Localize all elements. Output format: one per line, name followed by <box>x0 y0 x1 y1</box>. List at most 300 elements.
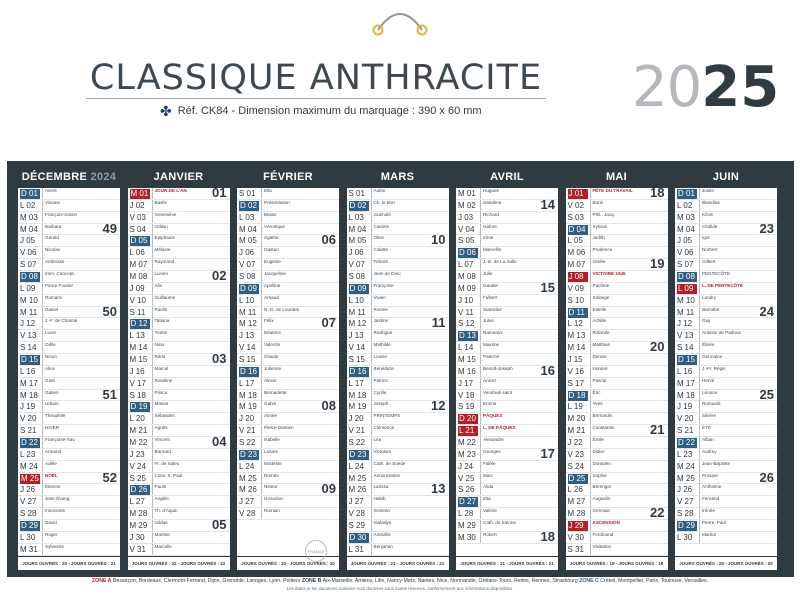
saint-name: Cyrille <box>371 390 447 401</box>
day-row <box>456 390 558 402</box>
day-row <box>18 366 120 378</box>
week-number: 14 <box>540 196 555 212</box>
day-row <box>675 303 777 319</box>
day-date: M 03 <box>677 212 695 222</box>
saint-name: Georges <box>480 449 556 460</box>
saint-name: Étienne <box>42 484 118 495</box>
day-date: J 06 <box>239 248 255 258</box>
day-row <box>456 473 558 485</box>
day-row <box>347 413 449 425</box>
day-row <box>566 235 668 247</box>
day-row <box>566 473 668 485</box>
day-row <box>128 247 230 259</box>
saint-name: Raymond <box>152 259 228 270</box>
day-date: L 13 <box>129 331 145 341</box>
year-bold-digits: 25 <box>701 55 780 120</box>
saint-name: Guénolé <box>371 212 447 223</box>
saint-name: JOUR DE L'AN <box>152 188 228 199</box>
day-date: M 19 <box>348 402 367 412</box>
saint-name: Léa <box>371 437 447 448</box>
day-row <box>456 508 558 520</box>
day-date: L 05 <box>567 236 583 246</box>
saint-name: Benjamin <box>371 544 447 555</box>
day-date: M 30 <box>458 532 476 542</box>
saint-name: Tatiana <box>152 318 228 329</box>
saint-name: Jean de Dieu <box>371 271 447 282</box>
saint-name: Blandine <box>699 200 775 211</box>
day-date: D 16 <box>349 367 369 377</box>
day-row <box>128 484 230 496</box>
day-row <box>456 445 558 461</box>
saint-name: Claude <box>261 354 337 365</box>
day-date: L 02 <box>20 200 36 210</box>
day-date: D 15 <box>677 355 697 365</box>
day-date: V 02 <box>567 200 584 210</box>
week-number: 16 <box>540 362 555 378</box>
saint-name: Phil., Jacq. <box>590 212 666 223</box>
day-row <box>566 366 668 378</box>
saint-name: Roger <box>42 532 118 543</box>
month-column <box>128 166 230 570</box>
saint-name: Gatien <box>42 390 118 401</box>
day-date: J 15 <box>567 355 583 365</box>
day-row <box>456 279 558 295</box>
saint-name: Alida <box>480 484 556 495</box>
day-date: S 26 <box>458 485 475 495</box>
saint-name: Ella <box>261 188 337 199</box>
day-date: L 03 <box>239 212 255 222</box>
saint-name: Paule <box>152 484 228 495</box>
day-date: L 20 <box>129 414 145 424</box>
month-name-text: FÉVRIER <box>263 171 313 183</box>
day-row <box>347 315 449 331</box>
day-date: M 18 <box>20 390 38 400</box>
day-date: M 14 <box>129 343 148 353</box>
day-date: S 10 <box>567 295 584 305</box>
week-number: 51 <box>102 386 117 402</box>
week-number: 19 <box>650 256 665 272</box>
day-row <box>456 378 558 390</box>
day-date: V 17 <box>129 378 146 388</box>
saint-name: Alexis <box>261 378 337 389</box>
saint-name: Épiphanie <box>152 235 228 246</box>
saint-name: Annonciation <box>371 473 447 484</box>
saint-name: Agathe <box>261 235 337 246</box>
day-row <box>18 520 120 532</box>
saint-name: Gildas <box>152 520 228 531</box>
day-row <box>128 532 230 544</box>
saint-name: Justine <box>371 318 447 329</box>
saint-name: Sylvain <box>590 224 666 235</box>
day-row <box>456 413 558 425</box>
day-date: D 05 <box>130 236 150 246</box>
day-row <box>675 532 777 544</box>
day-date: S 25 <box>129 473 146 483</box>
day-date: D 09 <box>349 284 369 294</box>
calendar-title: CLASSIQUE ANTHRACITE <box>89 58 543 98</box>
day-date: S 31 <box>567 544 584 554</box>
saint-name: Germaine <box>699 354 775 365</box>
day-row <box>456 401 558 413</box>
day-row <box>18 318 120 330</box>
day-row <box>566 295 668 307</box>
day-row <box>456 212 558 224</box>
week-number: 24 <box>759 303 774 319</box>
day-row <box>18 259 120 271</box>
day-row <box>566 318 668 330</box>
day-date: S 05 <box>458 236 475 246</box>
day-row <box>566 505 668 521</box>
day-date: L 24 <box>348 461 364 471</box>
day-date: D 27 <box>458 497 478 507</box>
day-row <box>128 496 230 508</box>
saint-name: Marc <box>480 473 556 484</box>
day-date: V 28 <box>348 509 365 519</box>
legend-note: Les dates et les vacances scolaires sont données sous toutes réserves, conformément aux informations disponibles. <box>286 586 514 591</box>
day-row <box>347 496 449 508</box>
day-date: L 10 <box>348 295 364 305</box>
day-row <box>237 449 339 461</box>
saint-name: Visitation <box>590 544 666 555</box>
day-date: M 06 <box>567 248 586 258</box>
day-row <box>237 398 339 414</box>
saint-name: Guillaume <box>152 295 228 306</box>
day-row <box>566 520 668 532</box>
day-date: L 17 <box>239 378 255 388</box>
day-date: J 29 <box>568 521 588 531</box>
saint-name: Bérenger <box>590 484 666 495</box>
saint-name: PENTECÔTE <box>699 271 775 282</box>
saint-name: HIVER <box>42 425 118 436</box>
day-row <box>128 351 230 367</box>
day-date: S 03 <box>567 212 584 222</box>
saint-name: Anicet <box>480 378 556 389</box>
zone-b-cities: Aix-Marseille, Amiens, Lille, Nancy-Metz, Nantes, Nice, Normandie, Orléans-Tours, Reims, Rennes, Strasbourg <box>322 578 578 584</box>
saint-name: Estelle <box>590 307 666 318</box>
saint-name: Th. d'Aquin <box>152 508 228 519</box>
day-date: V 20 <box>677 414 694 424</box>
day-date: D 20 <box>458 414 478 424</box>
saint-name: Marcelle <box>152 544 228 555</box>
day-date: D 01 <box>677 189 697 199</box>
day-date: J 20 <box>348 414 364 424</box>
day-row <box>128 268 230 284</box>
day-date: V 27 <box>20 497 37 507</box>
saint-name: Audrey <box>699 449 775 460</box>
day-row <box>347 437 449 449</box>
week-number: 17 <box>540 445 555 461</box>
saint-name: L. DE PÂQUES <box>480 425 556 436</box>
day-date: S 14 <box>677 343 694 353</box>
day-row <box>128 517 230 533</box>
day-date: S 01 <box>239 189 256 198</box>
day-row <box>128 224 230 236</box>
day-row <box>128 295 230 307</box>
reference-text: Réf. CK84 - Dimension maximum du marquage : 390 x 60 mm <box>177 105 482 117</box>
day-date: J 03 <box>458 212 474 222</box>
saint-name: Jules <box>480 318 556 329</box>
day-row <box>456 362 558 378</box>
day-date: V 13 <box>677 331 694 341</box>
day-date: M 19 <box>239 402 257 412</box>
day-row <box>347 259 449 271</box>
saint-name: Valentin <box>261 342 337 353</box>
day-date: M 28 <box>567 509 586 519</box>
day-date: M 22 <box>129 438 148 448</box>
day-date: M 04 <box>348 224 367 234</box>
saint-name: Jacqueline <box>261 271 337 282</box>
day-date: D 22 <box>20 438 40 448</box>
day-date: L 16 <box>20 366 36 376</box>
saint-name: Théophile <box>42 413 118 424</box>
saint-name: Igor <box>699 235 775 246</box>
saint-name: Cath. de Sienne <box>480 520 556 531</box>
saint-name: Daniel <box>42 307 118 318</box>
day-date: J 16 <box>129 366 145 376</box>
day-date: D 12 <box>130 319 150 329</box>
saint-name: Modeste <box>261 461 337 472</box>
day-date: J 20 <box>239 414 255 424</box>
week-number: 06 <box>321 232 336 248</box>
day-row <box>18 532 120 544</box>
day-date: D 08 <box>20 272 40 282</box>
saint-name: Larissa <box>371 484 447 495</box>
month-column <box>237 166 339 570</box>
day-row <box>18 425 120 437</box>
saint-name: Clémence <box>371 425 447 436</box>
month-column <box>18 166 120 570</box>
saint-name: Fidèle <box>480 461 556 472</box>
week-number: 22 <box>650 505 665 521</box>
day-row <box>237 283 339 295</box>
day-date: V 25 <box>458 473 475 483</box>
day-date: V 07 <box>348 260 365 270</box>
day-date: J 19 <box>677 402 693 412</box>
week-number: 01 <box>212 188 227 200</box>
day-row <box>456 224 558 236</box>
day-date: V 24 <box>129 461 146 471</box>
day-date: S 15 <box>239 355 256 365</box>
day-date: S 14 <box>20 343 37 353</box>
day-row <box>347 354 449 366</box>
working-days-footer: JOURS OUVRÉS : 20 - JOURS OUVRÉS : 20 <box>237 556 339 570</box>
day-date: V 21 <box>239 426 256 436</box>
day-date: S 11 <box>129 307 146 317</box>
week-number: 08 <box>321 398 336 414</box>
week-number: 09 <box>321 481 336 497</box>
day-date: J 27 <box>348 497 364 507</box>
day-row <box>18 283 120 295</box>
day-date: M 10 <box>20 295 38 305</box>
saint-name: Boris <box>590 200 666 211</box>
day-date: D 23 <box>349 450 369 460</box>
saint-name: Sophie <box>590 473 666 484</box>
day-row <box>18 484 120 496</box>
saint-name: Vendredi saint <box>480 390 556 401</box>
saint-name: Valérie <box>480 508 556 519</box>
saint-name: Jean Évang. <box>42 496 118 507</box>
day-date: S 21 <box>677 426 694 436</box>
day-date: M 11 <box>239 307 257 317</box>
day-date: M 25 <box>348 473 367 483</box>
saint-name: Achille <box>590 318 666 329</box>
week-number: 07 <box>321 315 336 331</box>
saint-name: Alexandre <box>480 437 556 448</box>
saint-name: Alban <box>699 437 775 448</box>
day-row <box>566 212 668 224</box>
day-row <box>456 259 558 271</box>
day-date: M 15 <box>129 355 148 365</box>
day-date: J 23 <box>129 449 145 459</box>
saint-name: Yvette <box>152 330 228 341</box>
day-row <box>675 283 777 295</box>
days-list <box>347 188 449 556</box>
day-date: M 24 <box>20 461 38 471</box>
day-row <box>566 422 668 438</box>
saint-name: Augustin <box>590 496 666 507</box>
saint-name: Ferdinand <box>590 532 666 543</box>
saint-name: Françoise-Xav. <box>42 437 118 448</box>
day-date: J 27 <box>239 497 255 507</box>
week-number: 11 <box>431 315 446 331</box>
working-days-footer: JOURS OUVRÉS : 20 - JOURS OUVRÉS : 20 <box>675 556 777 570</box>
day-row <box>675 271 777 283</box>
day-date: M 31 <box>20 544 38 554</box>
saint-name: Gisèle <box>590 259 666 270</box>
saint-name: Robert <box>480 532 556 543</box>
day-row <box>18 469 120 485</box>
days-list <box>128 188 230 556</box>
saint-name: N.-D. de Lourdes <box>261 307 337 318</box>
saint-name: Gérald <box>42 235 118 246</box>
day-row <box>237 496 339 508</box>
month-column <box>566 166 668 570</box>
day-date: M 24 <box>677 461 695 471</box>
day-row <box>675 401 777 413</box>
day-row <box>456 295 558 307</box>
day-row <box>566 437 668 449</box>
saint-name: Blaise <box>261 212 337 223</box>
saint-name: Apolline <box>261 283 337 294</box>
saint-name: Honorine <box>261 496 337 507</box>
day-date: V 30 <box>567 532 584 542</box>
week-number: 10 <box>431 232 446 248</box>
day-row <box>675 259 777 271</box>
saint-name: Clotilde <box>699 224 775 235</box>
day-row <box>128 544 230 556</box>
saint-name: Ch. le Bon <box>371 200 447 211</box>
day-date: S 01 <box>348 189 365 198</box>
day-date: D 22 <box>677 438 697 448</box>
day-row <box>566 532 668 544</box>
zone-a-label: ZONE A <box>92 578 112 584</box>
day-date: M 29 <box>458 521 476 531</box>
day-date: D 02 <box>239 201 259 211</box>
saint-name: Silvère <box>699 413 775 424</box>
day-row <box>18 271 120 283</box>
day-date: D 26 <box>130 485 150 495</box>
day-row <box>237 508 339 520</box>
day-row <box>237 330 339 342</box>
day-date: V 28 <box>239 509 256 519</box>
day-row <box>347 247 449 259</box>
saint-name: Marcellin <box>480 247 556 258</box>
working-days-footer: JOURS OUVRÉS : 19 - JOURS OUVRÉS : 19 <box>566 556 668 570</box>
saint-name: L. DE PENTECÔTE <box>699 283 775 294</box>
day-row <box>675 469 777 485</box>
saint-name: Mathilde <box>371 342 447 353</box>
day-row <box>128 235 230 247</box>
saint-name: Olive <box>371 235 447 246</box>
day-date: S 15 <box>348 355 365 365</box>
saint-name: Victorien <box>371 449 447 460</box>
saint-name: Gaël <box>42 378 118 389</box>
day-date: S 24 <box>567 461 584 471</box>
day-date: S 08 <box>348 272 365 282</box>
saint-name: Fulbert <box>480 295 556 306</box>
saint-name: Vivien <box>371 295 447 306</box>
day-date: S 08 <box>239 272 256 282</box>
day-row <box>18 449 120 461</box>
saint-name: Ambroise <box>42 259 118 270</box>
saint-name: Barbara <box>42 224 118 235</box>
day-row <box>237 481 339 497</box>
day-date: S 28 <box>677 509 694 519</box>
day-date: M 18 <box>677 390 695 400</box>
day-date: D 29 <box>20 521 40 531</box>
day-date: M 08 <box>458 272 476 282</box>
saint-name: Vincent <box>152 437 228 448</box>
saint-name: Lucie <box>42 330 118 341</box>
day-date: D 18 <box>568 391 588 401</box>
day-row <box>347 271 449 283</box>
day-row <box>128 434 230 450</box>
saint-name: Aubin <box>371 188 447 199</box>
day-date: S 07 <box>20 260 37 270</box>
school-zones-legend <box>9 578 791 604</box>
day-row <box>18 342 120 354</box>
day-row <box>18 437 120 449</box>
day-row <box>566 256 668 272</box>
saint-name: Romaric <box>42 295 118 306</box>
day-date: D 09 <box>239 284 259 294</box>
saint-name: Germain <box>590 508 666 519</box>
saint-name: Eugénie <box>261 259 337 270</box>
day-date: D 23 <box>239 450 259 460</box>
title-divider <box>86 98 546 99</box>
saint-name: Pacôme <box>590 283 666 294</box>
day-date: D 13 <box>458 331 478 341</box>
saint-name: Guy <box>699 318 775 329</box>
day-date: M 05 <box>239 236 257 246</box>
saint-name: PRINTEMPS <box>371 413 447 424</box>
day-row <box>18 354 120 366</box>
day-row <box>128 212 230 224</box>
saint-name: Alix <box>152 283 228 294</box>
saint-name: Élisée <box>699 342 775 353</box>
zone-b-label: ZONE B <box>301 578 322 584</box>
day-date: M 08 <box>129 272 148 282</box>
day-date: M 15 <box>458 355 476 365</box>
day-row <box>456 528 558 544</box>
saint-name: Conv. S. Paul <box>152 473 228 484</box>
saint-name: Hugues <box>480 188 556 199</box>
day-date: J 09 <box>129 283 145 293</box>
day-date: M 12 <box>239 319 257 329</box>
day-row <box>347 520 449 532</box>
saint-name: J.-Fr. Régis <box>699 366 775 377</box>
day-date: S 22 <box>348 438 365 448</box>
